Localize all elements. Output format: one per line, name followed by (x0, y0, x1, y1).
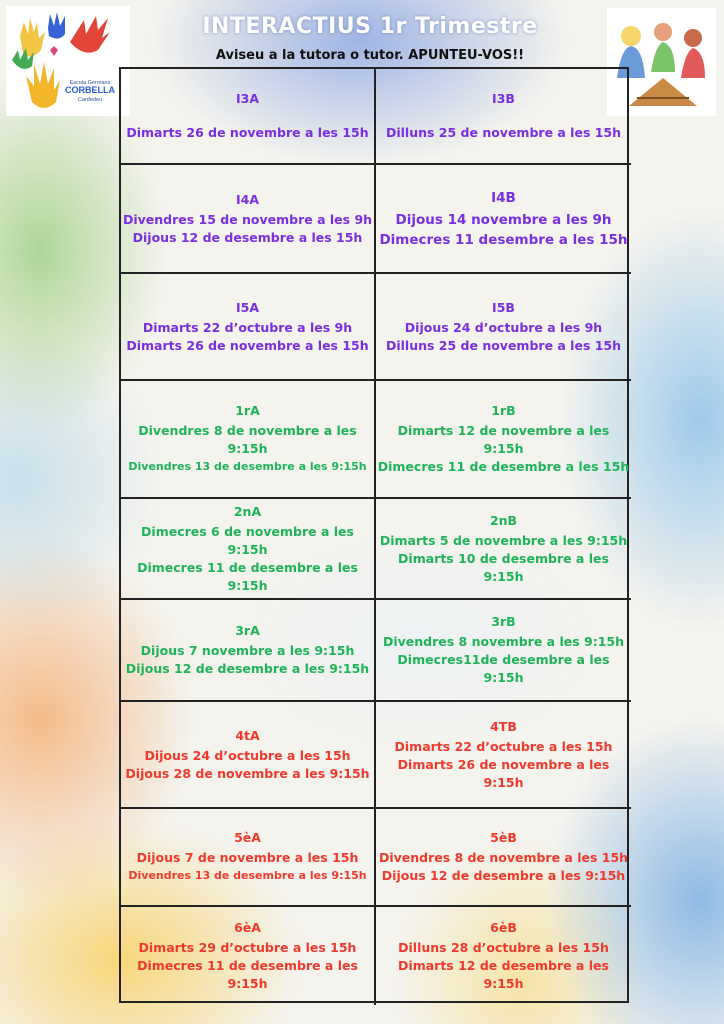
cell-1ra (121, 381, 376, 499)
class-name: 2nB (489, 512, 518, 528)
class-date: Dimarts 22 d’octubre a les 9h (142, 319, 353, 335)
class-name: 1rB (491, 403, 516, 418)
class-name: I5B (492, 299, 515, 315)
class-date: Divendres 8 de novembre a les 15h (378, 850, 629, 865)
cell-i3a (121, 69, 376, 165)
cell-5ea (121, 809, 376, 907)
svg-text:CORBELLA: CORBELLA (65, 85, 115, 95)
class-date: Divendres 13 de desembre a les 9:15h (128, 460, 367, 473)
svg-text:Escola Germans: Escola Germans (69, 80, 111, 86)
cell-4ta (121, 702, 376, 809)
class-name: 3rB (491, 614, 516, 629)
cell-i5a (121, 274, 376, 381)
class-date: Dijous 24 d’octubre a les 9h (404, 319, 603, 335)
class-date: Dimarts 5 de novembre a les 9:15h (379, 532, 628, 548)
class-date: Dimecres 6 de novembre a les 9:15h (141, 523, 354, 557)
class-date: Dimecres 11 desembre a les 15h (379, 231, 628, 248)
cell-6ea (121, 907, 376, 1005)
class-date: Dimarts 26 de novembre a les 15h (126, 125, 369, 140)
cell-2na (121, 499, 376, 600)
cell-i4a (121, 165, 376, 274)
class-date: Dimarts 26 de novembre a les 9:15h (397, 756, 610, 790)
class-name: I3A (235, 91, 260, 106)
class-name: 3rA (235, 623, 260, 638)
class-date: Dimecres 11 de desembre a les 9:15h (137, 559, 358, 593)
cell-i5b (376, 274, 631, 381)
class-name: 4TB (490, 718, 517, 734)
class-name: 6èB (490, 920, 517, 935)
class-date: Divendres 8 novembre a les 9:15h (382, 634, 625, 649)
class-date: Dijous 28 de novembre a les 9:15h (125, 765, 370, 781)
class-date: Dimarts 10 de desembre a les 9:15h (398, 550, 609, 584)
class-name: 1rA (235, 403, 260, 418)
class-date: Dimarts 26 de novembre a les 15h (126, 337, 369, 353)
class-date: Dimecres11de desembre a les 9:15h (397, 652, 610, 685)
class-date: Divendres 15 de novembre a les 9h (122, 211, 373, 227)
cell-4tb (376, 702, 631, 809)
hands-logo-icon (6, 6, 130, 116)
class-name: I5A (235, 299, 260, 315)
cell-3ra (121, 600, 376, 702)
class-name: 4tA (235, 727, 260, 743)
cell-6eb (376, 907, 631, 1005)
class-name: 2nA (233, 503, 262, 519)
class-name: I4A (235, 191, 260, 207)
cell-3rb (376, 600, 631, 702)
class-date: Dijous 7 de novembre a les 15h (136, 850, 359, 865)
cell-5eb (376, 809, 631, 907)
class-date: Dimarts 22 d’octubre a les 15h (394, 738, 613, 754)
class-date: Dimarts 29 d’octubre a les 15h (138, 940, 357, 955)
schedule-table (119, 67, 629, 1003)
class-date: Dijous 12 de desembre a les 9:15h (125, 661, 370, 676)
cell-i3b (376, 69, 631, 165)
school-logo (6, 6, 130, 116)
class-date: Dilluns 25 de novembre a les 15h (385, 125, 622, 140)
cell-1rb (376, 381, 631, 499)
class-date: Dijous 14 novembre a les 9h (395, 211, 612, 228)
class-name: I3B (492, 91, 515, 106)
cell-2nb (376, 499, 631, 600)
class-name: 5èA (234, 830, 261, 845)
class-date: Dimarts 12 de novembre a les 9:15h (397, 423, 610, 456)
class-date: Dilluns 28 d’octubre a les 15h (398, 940, 609, 955)
class-date: Dijous 12 de desembre a les 9:15h (381, 868, 626, 883)
class-date: Divendres 13 de desembre a les 9:15h (128, 869, 367, 882)
page-subtitle: Aviseu a la tutora o tutor. APUNTEU-VOS!! (215, 48, 525, 63)
class-name: I4B (491, 189, 516, 206)
class-date: Dijous 24 d’octubre a les 15h (144, 747, 351, 763)
class-date: Dimecres 11 de desembre a les 15h (377, 459, 630, 474)
class-date: Divendres 8 de novembre a les 9:15h (138, 423, 357, 456)
cell-i4b (376, 165, 631, 274)
class-date: Dimarts 12 de desembre a les 9:15h (398, 958, 609, 991)
class-name: 5èB (490, 830, 517, 845)
class-date: Dilluns 25 de novembre a les 15h (385, 337, 622, 353)
class-name: 6èA (234, 920, 261, 935)
class-date: Dijous 12 de desembre a les 15h (132, 229, 363, 245)
page-title: INTERACTIUS 1r Trimestre (202, 14, 538, 39)
svg-text:Cardedeu: Cardedeu (77, 97, 103, 103)
class-date: Dimecres 11 de desembre a les 9:15h (137, 958, 358, 991)
class-date: Dijous 7 novembre a les 9:15h (140, 643, 355, 658)
